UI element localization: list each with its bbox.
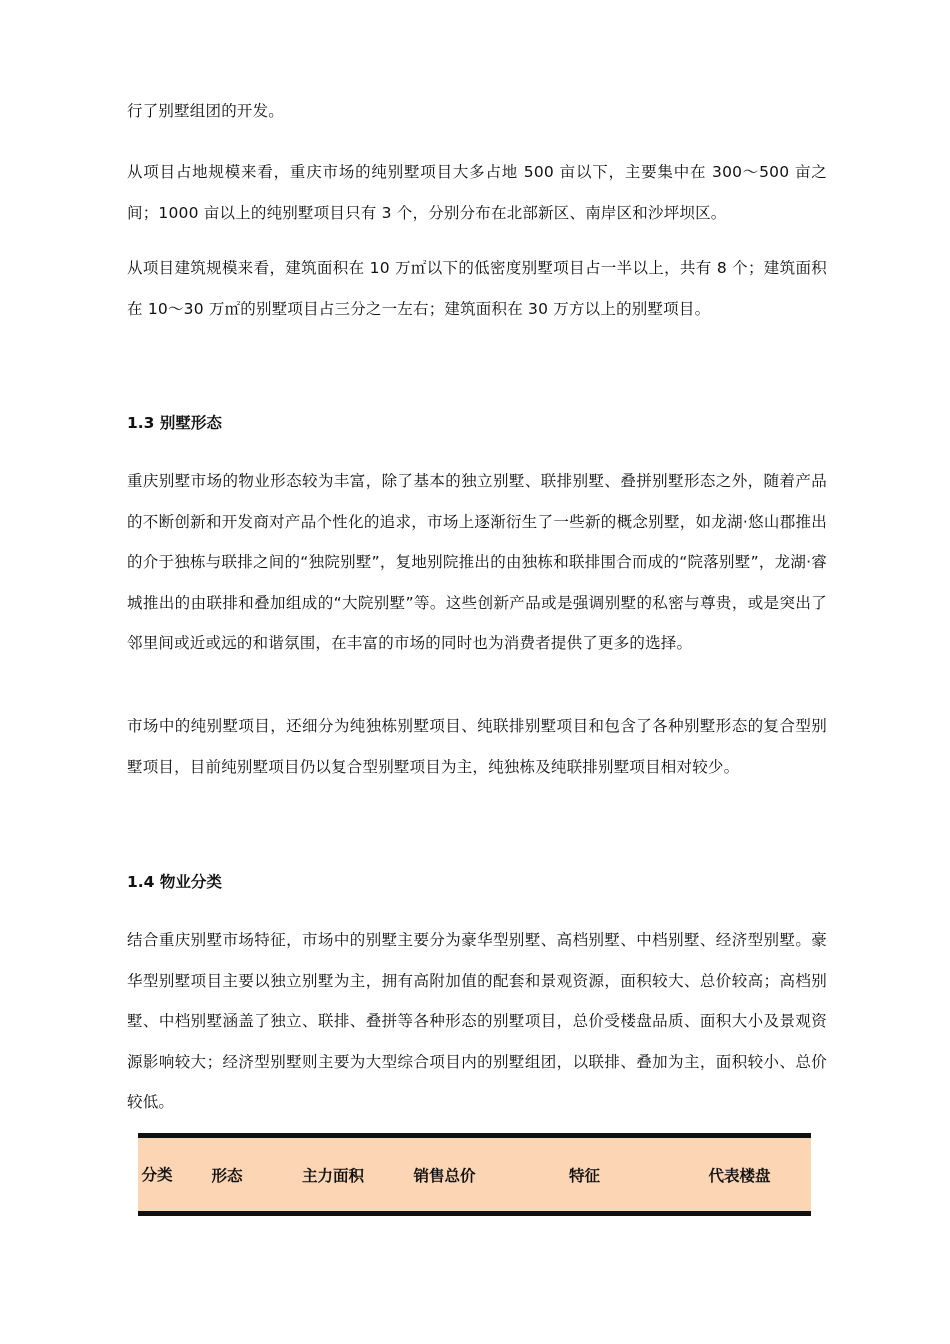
table-header-row	[138, 1138, 811, 1211]
classification-table-header	[138, 1138, 811, 1211]
section-heading-property-classification: 1.4 物业分类	[127, 873, 222, 891]
paragraph-property-classification: 结合重庆别墅市场特征，市场中的别墅主要分为豪华型别墅、高档别墅、中档别墅、经济型别墅。豪华型别墅项目主要以独立别墅为主，拥有高附加值的配套和景观资源，面积较大、总价较高；高档别墅、中档别墅涵盖了独立、联排、叠拼等各种形态的别墅项目，总价受楼盘品质、面积大小及景观资源影响较大；经济型别墅则主要为大型综合项目内的别墅组团，以联排、叠加为主，面积较小、总价较低。	[127, 931, 827, 1111]
paragraph-building-scale: 从项目建筑规模来看，建筑面积在 10 万㎡以下的低密度别墅项目占一半以上，共有 8 个；建筑面积在 10～30 万㎡的别墅项目占三分之一左右；建筑面积在 30 万方以上的别墅项目。	[127, 259, 827, 318]
header-form: 形态	[211, 1166, 243, 1185]
classification-table	[138, 1133, 811, 1216]
header-main-area: 主力面积	[301, 1166, 364, 1185]
header-representative-projects: 代表楼盘	[708, 1166, 771, 1185]
section-heading-villa-forms: 1.3 别墅形态	[127, 414, 222, 432]
header-category: 分类	[141, 1165, 173, 1184]
header-features: 特征	[568, 1166, 600, 1185]
paragraph-intro-continuation: 行了别墅组团的开发。	[127, 102, 285, 120]
header-total-price: 销售总价	[413, 1166, 476, 1185]
paragraph-land-scale: 从项目占地规模来看，重庆市场的纯别墅项目大多占地 500 亩以下，主要集中在 300～500 亩之间；1000 亩以上的纯别墅项目只有 3 个，分别分布在北部新区、南岸区和沙坪坝区。	[127, 163, 827, 222]
paragraph-villa-forms: 重庆别墅市场的物业形态较为丰富，除了基本的独立别墅、联排别墅、叠拼别墅形态之外，随着产品的不断创新和开发商对产品个性化的追求，市场上逐渐衍生了一些新的概念别墅，如龙湖·悠山郡推出的介于独栋与联排之间的“独院别墅”，复地别院推出的由独栋和联排围合而成的“院落别墅”，龙湖·睿城推出的由联排和叠加组成的“大院别墅”等。这些创新产品或是强调别墅的私密与尊贵，或是突出了邻里间或近或远的和谐氛围，在丰富的市场的同时也为消费者提供了更多的选择。	[127, 472, 827, 652]
paragraph-villa-subtypes: 市场中的纯别墅项目，还细分为纯独栋别墅项目、纯联排别墅项目和包含了各种别墅形态的复合型别墅项目，目前纯别墅项目仍以复合型别墅项目为主，纯独栋及纯联排别墅项目相对较少。	[127, 717, 827, 776]
table-bottom-rule	[138, 1211, 811, 1216]
